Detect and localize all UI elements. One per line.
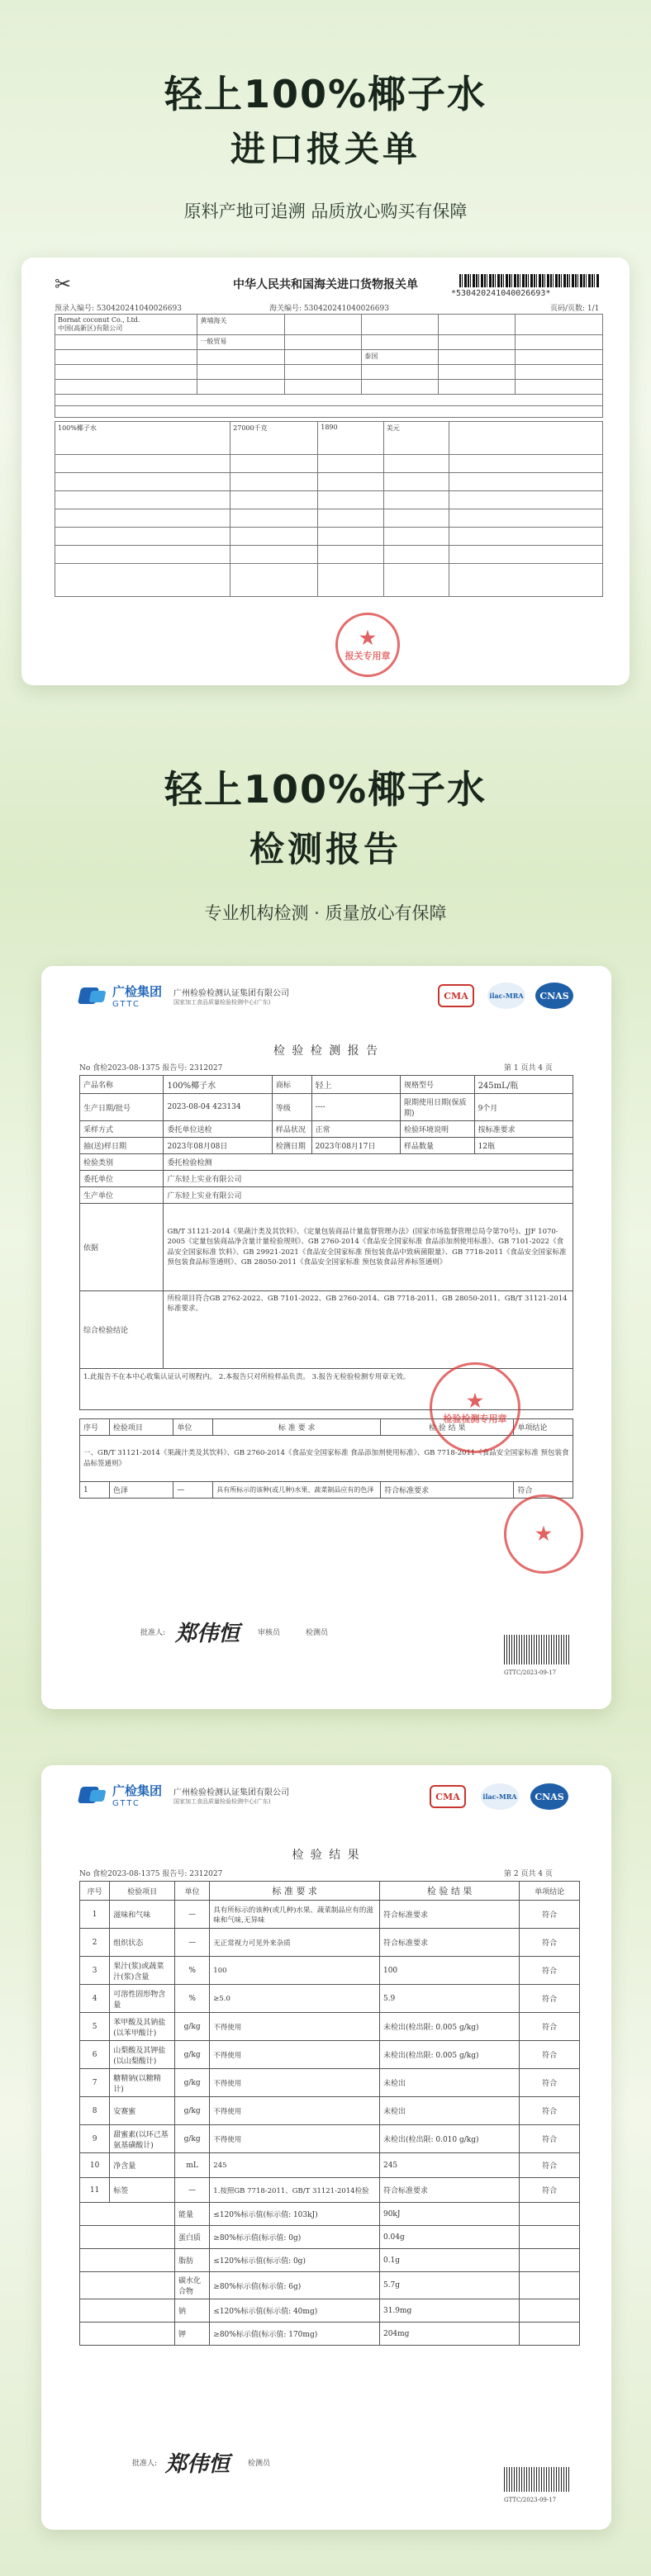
header-result: 检 验 结 果 [381,1419,514,1436]
r1-item: 色泽 [109,1482,173,1499]
value-production-date: 2023-08-04 423134 [164,1094,272,1121]
report1-doc-title: 检 验 检 测 报 告 [273,1044,380,1058]
row-seq: 5 [80,2013,110,2041]
label-shelf-life: 限期使用日期(保质期) [401,1094,475,1121]
r1-unit: — [173,1482,213,1499]
result-row [80,2125,580,2153]
row-standard: 不得使用 [210,2041,380,2069]
section1-title: 轻上100%椰子水 [164,72,487,116]
org-sub-name: 国家加工食品质量检验检测中心(广东) [173,998,271,1006]
value-basis: GB/T 31121-2014《果蔬汁类及其饮料》、《定量包装商品计量监督管理办法》(国家市场监督管理总局令第70号)、JJF 1070-2005《定量包装商品净含量计量检验规则》、GB 2760-2014《食品安全国家标准 食品添加剂使用标准》、GB 7101-2022《食品安全国家标准 饮料》、GB 29921-2021《食品安全国家标准 预包装食品中致病菌限量》、GB 7718-2011《食品安全国家标准 预包装食品标签通则》、GB 28050-2011《食品安全国家标准 预包装食品营养标签通则》 [164,1204,573,1291]
result-row [80,1901,580,1929]
header-seq: 序号 [80,1419,110,1436]
row-standard: 不得使用 [210,2125,380,2153]
label-arrival-date: 抽(送)样日期 [80,1138,164,1154]
tools-icon: ✂ [55,272,72,296]
row-seq: 3 [80,1957,110,1985]
pre-entry-number: 预录入编号: 530420241040026693 [55,305,182,313]
nutrition-item: 钠 [174,2299,209,2323]
row-item: 苯甲酸及其钠盐(以苯甲酸计) [110,2013,175,2041]
report2-barcode [504,2467,570,2492]
value-product-name: 100%椰子水 [164,1076,272,1094]
header-result: 检 验 结 果 [379,1882,519,1901]
section1-tagline: 原料产地可追溯 品质放心购买有保障 [183,201,468,221]
label-sample-state: 样品状况 [272,1121,311,1138]
row-item: 组织状态 [110,1929,175,1957]
label-sample-method: 采样方式 [80,1121,164,1138]
nutrition-item: 钾 [174,2323,209,2346]
label-brand: 商标 [272,1076,311,1094]
nutrition-row [80,2272,580,2299]
row-conclusion: 符合 [520,2041,580,2069]
test-report-page2 [41,1765,611,2530]
nutrition-result: 204mg [379,2323,519,2346]
report1-notes: 1.此报告不在本中心收集认证认可规程内。 2.本报告只对所检样品负责。 3.报告无检验检测专用章无效。 [80,1369,573,1410]
row-seq: 10 [80,2153,110,2178]
row-standard: 245 [210,2153,380,2178]
approver-label: 批准人: [132,2460,158,2468]
row-item: 山梨酸及其钾盐(以山梨酸计) [110,2041,175,2069]
checker-label: 审核员 [258,1629,281,1637]
org-short-name: 广检集团 [112,1783,163,1798]
header-unit: 单位 [174,1882,209,1901]
ilac-mra-mark: ilac-MRA [487,983,525,1009]
row-result: 未检出(检出限: 0.005 g/kg) [379,2041,519,2069]
consignee-cn: 中国(高新区)有限公司 [58,324,123,332]
customs-barcode [459,274,600,287]
header-item: 检验项目 [109,1419,173,1436]
row-standard: 具有所标示的该种(或几种)水果、蔬菜制品应有的滋味和气味,无异味 [210,1901,380,1929]
row-seq: 8 [80,2097,110,2125]
customs-of-entry: 黄埔海关 [197,315,285,335]
goods-description: 100%椰子水 [55,422,230,455]
cnas-mark: CNAS [535,983,573,1009]
row-conclusion: 符合 [520,2178,580,2203]
row-conclusion: 符合 [520,1901,580,1929]
section2-subtitle: 检测报告 [249,829,402,869]
row-conclusion: 符合 [520,2125,580,2153]
row-result: 符合标准要求 [379,1929,519,1957]
nutrition-result: 90kJ [379,2203,519,2226]
label-grade: 等级 [272,1094,311,1121]
consignee-en: Bornat coconut Co., Ltd. [58,316,140,324]
row-result: 未检出(检出限: 0.010 g/kg) [379,2125,519,2153]
cma-mark: CMA [430,1785,466,1808]
row-item: 标签 [110,2178,175,2203]
nutrition-item: 碳水化合物 [174,2272,209,2299]
value-sample-state: 正常 [311,1121,400,1138]
r1-standard: 具有所标示的该种(或几种)水果、蔬菜制品应有的色泽 [213,1482,381,1499]
tester-label: 检测员 [306,1629,329,1637]
row-result: 5.9 [379,1985,519,2013]
row-unit: g/kg [174,2013,209,2041]
value-conclusion: 所检项目符合GB 2762-2022、GB 7101-2022、GB 2760-2014、GB 7718-2011、GB 28050-2011、GB/T 31121-2014标准要求。 [164,1291,573,1369]
row-conclusion: 符合 [520,1929,580,1957]
row-unit: % [174,1957,209,1985]
nutrition-result: 5.7g [379,2272,519,2299]
header-conclusion: 单项结论 [520,1882,580,1901]
row-standard: ≥5.0 [210,1985,380,2013]
report2-number: No 食检2023-08-1375 报告号: 2312027 [79,1870,223,1878]
row-unit: % [174,1985,209,2013]
report1-footer-code: GTTC/2023-09-17 [504,1669,557,1676]
label-test-category: 检验类别 [80,1154,164,1171]
row-result: 未检出 [379,2097,519,2125]
nutrition-result: 31.9mg [379,2299,519,2323]
value-test-env: 按标准要求 [474,1121,573,1138]
row-standard: 不得使用 [210,2013,380,2041]
row-conclusion: 符合 [520,1957,580,1985]
org-sub-name: 国家加工食品质量检验检测中心(广东) [173,1797,271,1805]
row-unit: — [174,1901,209,1929]
label-sample-qty: 样品数量 [401,1138,475,1154]
row-item: 净含量 [110,2153,175,2178]
row-conclusion: 符合 [520,2013,580,2041]
header-item: 检验项目 [110,1882,175,1901]
row-result: 未检出(检出限: 0.005 g/kg) [379,2013,519,2041]
row-item: 糖精钠(以糖精计) [110,2069,175,2097]
row-unit: g/kg [174,2125,209,2153]
label-production-date: 生产日期/批号 [80,1094,164,1121]
section2-tagline: 专业机构检测 · 质量放心有保障 [204,903,447,923]
row-item: 甜蜜素(以环己基氨基磺酸计) [110,2125,175,2153]
result-row [80,2041,580,2069]
row-item: 可溶性固形物含量 [110,1985,175,2013]
result-row [80,2097,580,2125]
row-standard: 100 [210,1957,380,1985]
row-result: 符合标准要求 [379,1901,519,1929]
org-en-name: GTTC [112,1799,140,1808]
origin-country: 泰国 [362,350,439,365]
header-unit: 单位 [173,1419,213,1436]
report2-footer-code: GTTC/2023-09-17 [504,2497,557,2503]
row-conclusion: 符合 [520,2153,580,2178]
label-spec: 规格型号 [401,1076,475,1094]
row-seq: 1 [80,1901,110,1929]
goods-quantity: 27000千克 [230,422,318,455]
ilac-mra-mark: ilac-MRA [481,1783,519,1810]
nutrition-standard: ≥80%标示值(标示值: 0g) [210,2226,380,2249]
report1-standard-row: 一、GB/T 31121-2014《果蔬汁类及其饮料》、GB 2760-2014《食品安全国家标准 食品添加剂使用标准》、GB 7718-2011《食品安全国家标准 预包装食品标签通则》 [80,1436,573,1482]
label-client: 委托单位 [80,1171,164,1187]
result-row [80,2069,580,2097]
nutrition-result: 0.04g [379,2226,519,2249]
section1-subtitle: 进口报关单 [230,129,421,169]
inspection-stamp-1: ★ 检验检测专用章 [430,1362,520,1453]
value-producer: 广东轻上实业有限公司 [164,1187,573,1204]
nutrition-item: 脂肪 [174,2249,209,2272]
nutrition-standard: ≤120%标示值(标示值: 103kJ) [210,2203,380,2226]
nutrition-item: 蛋白质 [174,2226,209,2249]
row-result: 245 [379,2153,519,2178]
row-unit: g/kg [174,2097,209,2125]
row-standard: 无正常视力可见外来杂质 [210,1929,380,1957]
customs-form-grid [55,314,603,597]
row-unit: g/kg [174,2069,209,2097]
row-seq: 2 [80,1929,110,1957]
nutrition-result: 0.1g [379,2249,519,2272]
row-unit: g/kg [174,2041,209,2069]
inspection-stamp-2: ★ [504,1494,583,1574]
value-test-category: 委托检验检测 [164,1154,573,1171]
gttc-logo-icon [79,1785,107,1805]
result-row [80,1929,580,1957]
header-standard: 标 准 要 求 [213,1419,381,1436]
row-unit: — [174,1929,209,1957]
goods-currency: 美元 [383,422,449,455]
row-standard: 1.按照GB 7718-2011、GB/T 31121-2014检验 [210,2178,380,2203]
value-grade: ---- [311,1094,400,1121]
nutrition-standard: ≥80%标示值(标示值: 170mg) [210,2323,380,2346]
label-test-env: 检验环境说明 [401,1121,475,1138]
value-sample-method: 委托单位送检 [164,1121,272,1138]
row-conclusion: 符合 [520,2069,580,2097]
value-spec: 245mL/瓶 [474,1076,573,1094]
row-item: 安赛蜜 [110,2097,175,2125]
gttc-logo-icon [79,986,107,1006]
row-result: 100 [379,1957,519,1985]
org-full-name: 广州检验检测认证集团有限公司 [173,1788,290,1797]
nutrition-row [80,2226,580,2249]
header-standard: 标 准 要 求 [210,1882,380,1901]
section2-title: 轻上100%椰子水 [164,767,487,812]
r1-seq: 1 [80,1482,110,1499]
org-full-name: 广州检验检测认证集团有限公司 [173,988,290,998]
row-result: 符合标准要求 [379,2178,519,2203]
report1-page-number: 第 1 页共 4 页 [504,1064,553,1073]
value-brand: 轻上 [311,1076,400,1094]
report1-number: No 食检2023-08-1375 报告号: 2312027 [79,1064,223,1073]
value-arrival-date: 2023年08月08日 [164,1138,272,1154]
nutrition-row [80,2249,580,2272]
value-client: 广东轻上实业有限公司 [164,1171,573,1187]
goods-unit-price: 1890 [318,422,384,455]
row-conclusion: 符合 [520,2097,580,2125]
label-product-name: 产品名称 [80,1076,164,1094]
label-conclusion: 综合检验结论 [80,1291,164,1369]
nutrition-standard: ≥80%标示值(标示值: 6g) [210,2272,380,2299]
nutrition-standard: ≤120%标示值(标示值: 0g) [210,2249,380,2272]
customs-declaration-card [21,258,630,685]
trade-mode: 一般贸易 [197,335,285,350]
row-seq: 6 [80,2041,110,2069]
signature: 郑伟恒 [175,1622,240,1646]
result-row [80,2013,580,2041]
signature: 郑伟恒 [165,2452,230,2477]
result-row [80,2153,580,2178]
cma-mark: CMA [438,984,474,1007]
customs-barcode-number: *530420241040026693* [451,289,551,298]
label-producer: 生产单位 [80,1187,164,1204]
row-seq: 9 [80,2125,110,2153]
test-report-page1 [41,966,611,1709]
customs-seal: ★ 报关专用章 [335,613,400,677]
row-seq: 7 [80,2069,110,2097]
cnas-mark: CNAS [530,1783,568,1810]
value-test-date: 2023年08月17日 [311,1138,400,1154]
r1-conclusion: 符合 [514,1482,573,1499]
approver-label: 批准人: [140,1629,166,1637]
nutrition-standard: ≤120%标示值(标示值: 40mg) [210,2299,380,2323]
page-label: 页码/页数: 1/1 [550,305,600,313]
nutrition-row [80,2203,580,2226]
row-result: 未检出 [379,2069,519,2097]
nutrition-row [80,2299,580,2323]
row-standard: 不得使用 [210,2069,380,2097]
value-sample-qty: 12瓶 [474,1138,573,1154]
tester-label: 检测员 [248,2460,271,2468]
result-row [80,2178,580,2203]
result-row [80,1957,580,1985]
value-shelf-life: 9个月 [474,1094,573,1121]
row-seq: 4 [80,1985,110,2013]
report2-results-table [79,1881,580,2346]
header-seq: 序号 [80,1882,110,1901]
report2-page-number: 第 2 页共 4 页 [504,1870,553,1878]
report2-doc-title: 检 验 结 果 [292,1849,361,1862]
row-standard: 不得使用 [210,2097,380,2125]
row-seq: 11 [80,2178,110,2203]
org-short-name: 广检集团 [112,984,163,999]
row-item: 果汁(浆)或蔬菜汁(浆)含量 [110,1957,175,1985]
row-unit: mL [174,2153,209,2178]
row-item: 滋味和气味 [110,1901,175,1929]
row-conclusion: 符合 [520,1985,580,2013]
row-unit: — [174,2178,209,2203]
customs-doc-header: 中华人民共和国海关进口货物报关单 [233,278,418,291]
customs-number: 海关编号: 530420241040026693 [269,305,389,313]
header-conclusion: 单项结论 [514,1419,573,1436]
nutrition-row [80,2323,580,2346]
report1-barcode [504,1635,570,1664]
label-basis: 依据 [80,1204,164,1291]
r1-result: 符合标准要求 [381,1482,514,1499]
result-row [80,1985,580,2013]
nutrition-item: 能量 [174,2203,209,2226]
org-en-name: GTTC [112,1000,140,1009]
label-test-date: 检测日期 [272,1138,311,1154]
